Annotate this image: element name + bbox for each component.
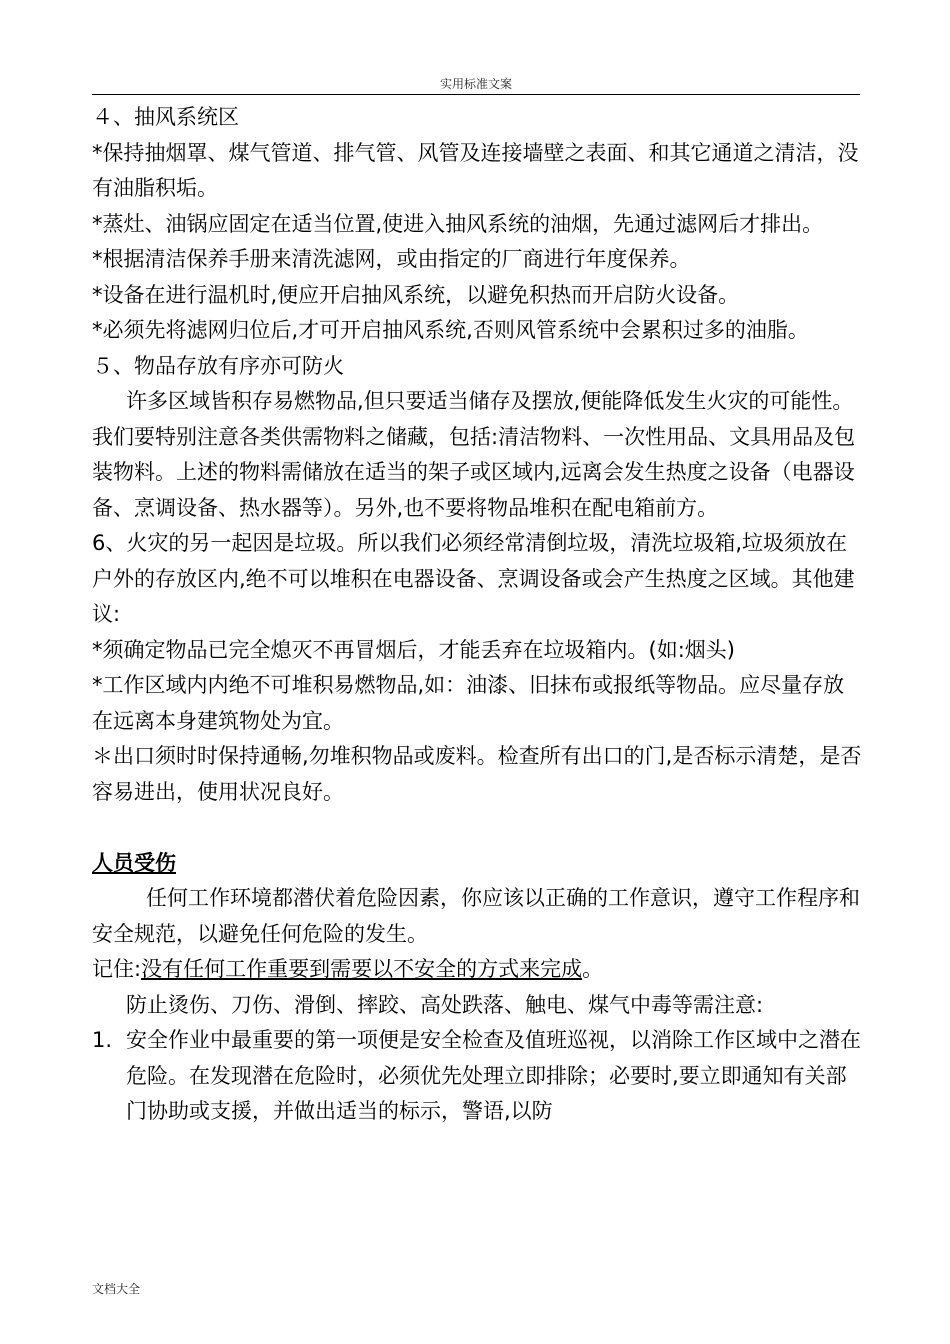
- paragraph: *须确定物品已完全熄灭不再冒烟后，才能丢弃在垃圾箱内。(如:烟头): [92, 637, 735, 662]
- document-body: [92, 100, 862, 1130]
- paragraph: *必须先将滤网归位后,才可开启抽风系统,否则风管系统中会累积过多的油脂。: [92, 318, 809, 342]
- paragraph: 任何工作环境都潜伏着危险因素，你应该以正确的工作意识，遵守工作程序和安全规范，以避免任何危险的发生。: [92, 886, 860, 946]
- page-footer: 文档大全: [92, 1282, 141, 1296]
- header-divider: [92, 94, 860, 95]
- remember-label: 记住:: [92, 957, 142, 981]
- section-title-injury: 人员受伤: [92, 850, 176, 875]
- remember-end: 。: [582, 957, 604, 981]
- list-number: 1.: [92, 1028, 113, 1052]
- paragraph: *工作区域内内绝不可堆积易燃物品,如：油漆、旧抹布或报纸等物品。应尽量存放在远离本身建筑物处为宜。: [92, 673, 845, 733]
- paragraph: 6、火灾的另一起因是垃圾。所以我们必须经常清倒垃圾，清洗垃圾箱,垃圾须放在户外的存放区内,绝不可以堆积在电器设备、烹调设备或会产生热度之区域。其他建议:: [92, 531, 855, 626]
- paragraph: *根据清洁保养手册来清洗滤网，或由指定的厂商进行年度保养。: [92, 247, 691, 271]
- remember-line: [92, 952, 862, 988]
- page-header: 实用标准文案: [439, 77, 512, 91]
- list-text: 安全作业中最重要的第一项便是安全检查及值班巡视，以消除工作区域中之潜在危险。在发现潜在危险时，必须优先处理立即排除；必要时,要立即通知有关部门协助或支援，并做出适当的标示，警语,以防: [126, 1028, 861, 1123]
- blank-line: [92, 810, 862, 846]
- paragraph: *保持抽烟罩、煤气管道、排气管、风管及连接墙壁之表面、和其它通道之清洁，没有油脂积垢。: [92, 140, 859, 200]
- paragraph: 许多区域皆积存易燃物品,但只要适当储存及摆放,便能降低发生火灾的可能性。我们要特别注意各类供需物料之储藏，包括:清洁物料、一次性用品、文具用品及包装物料。上述的物料需储放在适当的架子或区域内,远离会发生热度之设备（电器设备、烹调设备、热水器等）。另外,也不要将物品堆积在配电箱前方。: [92, 389, 856, 520]
- paragraph: *设备在进行温机时,便应开启抽风系统，以避免积热而开启防火设备。: [92, 282, 740, 307]
- remember-text: 没有任何工作重要到需要以不安全的方式来完成: [141, 957, 583, 981]
- heading-storage: ５、物品存放有序亦可防火: [92, 353, 344, 378]
- heading-exhaust-system: ４、抽风系统区: [92, 105, 239, 129]
- paragraph: 防止烫伤、刀伤、滑倒、摔跤、高处跌落、触电、煤气中毒等需注意:: [126, 992, 764, 1017]
- list-item: [92, 1023, 862, 1130]
- paragraph: *蒸灶、油锅应固定在适当位置,使进入抽风系统的油烟，先通过滤网后才排出。: [92, 211, 824, 236]
- paragraph: ＊出口须时时保持通畅,勿堆积物品或废料。检查所有出口的门,是否标示清楚，是否容易进出，使用状况良好。: [92, 744, 862, 804]
